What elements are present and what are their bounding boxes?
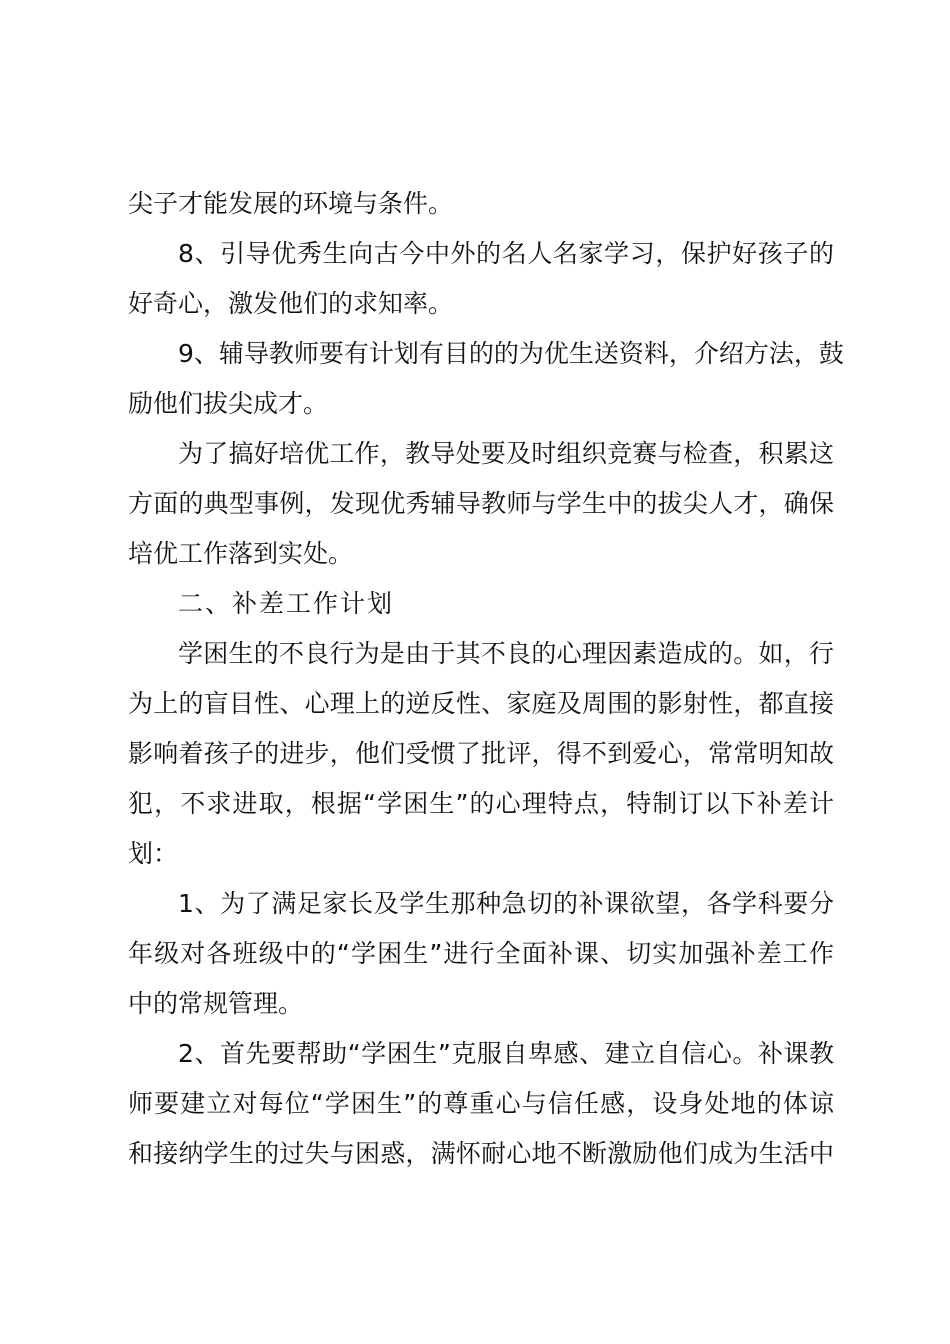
text-line: 为了搞好培优工作，教导处要及时组织竞赛与检查，积累这 <box>178 439 834 468</box>
text-line: 尖子才能发展的环境与条件。 <box>128 189 454 218</box>
text-line: 9、辅导教师要有计划有目的的为优生送资料，介绍方法，鼓 <box>178 339 844 368</box>
text-line: 好奇心，激发他们的求知率。 <box>128 289 454 318</box>
text-line: 培优工作落到实处。 <box>128 539 354 568</box>
section-heading: 二、补差工作计划 <box>178 589 395 618</box>
text-line: 学困生的不良行为是由于其不良的心理因素造成的。如，行 <box>178 639 834 668</box>
text-line: 划： <box>128 839 179 868</box>
text-line: 犯，不求进取，根据“学困生”的心理特点，特制订以下补差计 <box>128 789 834 818</box>
text-line: 励他们拔尖成才。 <box>128 389 329 418</box>
text-line: 方面的典型事例，发现优秀辅导教师与学生中的拔尖人才，确保 <box>128 489 834 518</box>
text-line: 年级对各班级中的“学困生”进行全面补课、切实加强补差工作 <box>128 939 834 968</box>
text-line: 和接纳学生的过失与困惑，满怀耐心地不断激励他们成为生活中 <box>128 1139 834 1168</box>
text-line: 8、引导优秀生向古今中外的名人名家学习，保护好孩子的 <box>178 239 834 268</box>
text-line: 为上的盲目性、心理上的逆反性、家庭及周围的影射性，都直接 <box>128 689 834 718</box>
text-line: 1、为了满足家长及学生那种急切的补课欲望，各学科要分 <box>178 889 834 918</box>
text-line: 2、首先要帮助“学困生”克服自卑感、建立自信心。补课教 <box>178 1039 834 1068</box>
text-line: 中的常规管理。 <box>128 989 304 1018</box>
text-line: 影响着孩子的进步，他们受惯了批评，得不到爱心，常常明知故 <box>128 739 834 768</box>
text-line: 师要建立对每位“学困生”的尊重心与信任感，设身处地的体谅 <box>128 1089 834 1118</box>
